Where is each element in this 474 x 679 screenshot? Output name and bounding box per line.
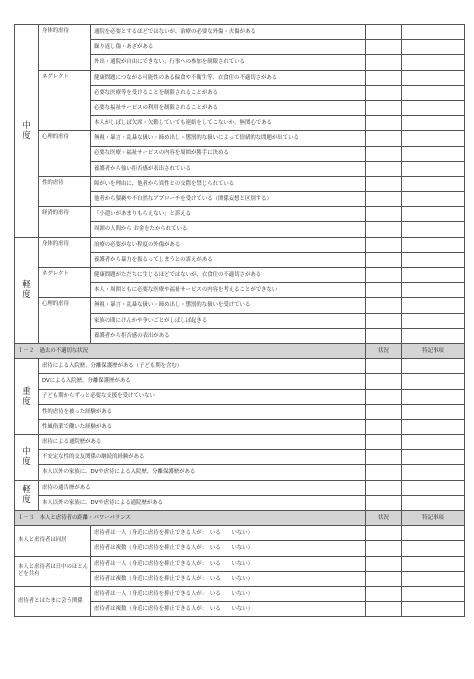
status-checkbox-cell[interactable] <box>366 495 402 510</box>
severity-label-mild: 軽 度 <box>15 237 39 343</box>
table-row <box>15 465 465 480</box>
notes-field[interactable] <box>402 465 465 480</box>
notes-field[interactable] <box>402 404 465 419</box>
status-checkbox-cell[interactable] <box>366 541 402 556</box>
severity-label-mid: 中 度 <box>15 435 39 481</box>
item-text: 周囲の人間から お金をたかられている <box>91 222 366 237</box>
item-text: 必要な福祉サービスの利用を制限されることがある <box>91 100 366 115</box>
item-text: 必要な医療・福祉サービスの内容を周囲が勝手に決める <box>91 146 366 161</box>
notes-field[interactable] <box>402 40 465 55</box>
notes-field[interactable] <box>402 222 465 237</box>
table-row <box>15 526 465 541</box>
status-checkbox-cell[interactable] <box>366 192 402 207</box>
status-checkbox-cell[interactable] <box>366 237 402 252</box>
category-label: 心理的虐待 <box>39 131 91 177</box>
notes-field[interactable] <box>402 571 465 586</box>
notes-field[interactable] <box>402 298 465 313</box>
status-checkbox-cell[interactable] <box>366 55 402 70</box>
abuser-count-text: 虐待者は一人（身近に虐待を抑止できる人が： いる いない） <box>91 586 366 601</box>
category-label: 性的虐待 <box>39 176 91 206</box>
notes-field[interactable] <box>402 495 465 510</box>
notes-field[interactable] <box>402 359 465 374</box>
item-text: 虐待による入院歴、分離保護歴がある（子ども期を含む） <box>39 359 366 374</box>
table-row <box>15 25 465 40</box>
table-row <box>15 268 465 283</box>
table-row <box>15 237 465 252</box>
table-row <box>15 298 465 313</box>
table-row <box>15 374 465 389</box>
table-row <box>15 131 465 146</box>
status-header: 状況 <box>366 511 402 526</box>
status-checkbox-cell[interactable] <box>366 40 402 55</box>
table-row <box>15 343 465 358</box>
status-checkbox-cell[interactable] <box>366 298 402 313</box>
category-label: 身体的虐待 <box>39 237 91 267</box>
table-row <box>15 176 465 191</box>
table-row <box>15 359 465 374</box>
notes-header: 特記事項 <box>402 343 465 358</box>
notes-field[interactable] <box>402 161 465 176</box>
status-checkbox-cell[interactable] <box>366 359 402 374</box>
item-text: 外出・通院が自由にできない、行事への参加を制限されている <box>91 55 366 70</box>
item-text: 健康問題がただちに生じるほどではないが、衣食住の不適切さがある <box>91 268 366 283</box>
status-checkbox-cell[interactable] <box>366 25 402 40</box>
item-text: 本人・周囲ともに必要な医療や福祉サービスの内容を考えることができない <box>91 283 366 298</box>
item-text: 治療の必要がない程度の外傷がある <box>91 237 366 252</box>
item-text: 無視・暴言・乱暴な扱い・締め出し・懲罰的な扱いによって情緒的な問題が出ている <box>91 131 366 146</box>
notes-field[interactable] <box>402 374 465 389</box>
notes-field[interactable] <box>402 116 465 131</box>
status-checkbox-cell[interactable] <box>366 450 402 465</box>
notes-field[interactable] <box>402 328 465 343</box>
table-row <box>15 495 465 510</box>
item-text: 繰り返し傷・あざがある <box>91 40 366 55</box>
abuser-count-text: 虐待者は一人（身近に虐待を抑止できる人が： いる いない） <box>91 556 366 571</box>
notes-field[interactable] <box>402 131 465 146</box>
table-row <box>15 70 465 85</box>
relationship-label: 虐待者とはたまに会う関係 <box>15 586 91 616</box>
notes-field[interactable] <box>402 70 465 85</box>
status-checkbox-cell[interactable] <box>366 161 402 176</box>
item-text: 家族の間にけんかや争いごとがしばしば起きる <box>91 313 366 328</box>
section-header: Ｉ－３ 本人と虐待者の距離・パワーバランス <box>15 511 366 526</box>
status-checkbox-cell[interactable] <box>366 268 402 283</box>
abuser-count-text: 虐待者は複数（身近に虐待を抑止できる人が： いる いない） <box>91 602 366 617</box>
relationship-label: 本人と虐待者は日中のほとんどを共有 <box>15 556 91 586</box>
notes-header: 特記事項 <box>402 511 465 526</box>
status-checkbox-cell[interactable] <box>366 70 402 85</box>
item-text: 養護者から暴力を振るってしまうとの訴えがある <box>91 252 366 267</box>
severity-label-mid: 中 度 <box>15 25 39 238</box>
notes-field[interactable] <box>402 419 465 434</box>
notes-field[interactable] <box>402 237 465 252</box>
table-row <box>15 556 465 571</box>
notes-field[interactable] <box>402 100 465 115</box>
table-row <box>15 480 465 495</box>
notes-field[interactable] <box>402 55 465 70</box>
item-text: 性風俗業で働いた経験がある <box>39 419 366 434</box>
relationship-label: 本人と虐待者は同居 <box>15 526 91 556</box>
status-checkbox-cell[interactable] <box>366 556 402 571</box>
item-text: 本人以外の家族に、DVや虐待による通院歴がある <box>39 495 366 510</box>
status-checkbox-cell[interactable] <box>366 131 402 146</box>
abuser-count-text: 虐待者は複数（身近に虐待を抑止できる人が： いる いない） <box>91 571 366 586</box>
status-checkbox-cell[interactable] <box>366 328 402 343</box>
notes-field[interactable] <box>402 146 465 161</box>
status-header: 状況 <box>366 343 402 358</box>
item-text: 本人以外の家族に、DVや虐待による入院歴、分離保護歴がある <box>39 465 366 480</box>
table-row <box>15 511 465 526</box>
notes-field[interactable] <box>402 556 465 571</box>
notes-field[interactable] <box>402 586 465 601</box>
item-text: 子ども期からずっと必要な支援を受けていない <box>39 389 366 404</box>
category-label: ネグレクト <box>39 70 91 131</box>
notes-field[interactable] <box>402 283 465 298</box>
section-header: Ｉ－２ 過去の不適切な状況 <box>15 343 366 358</box>
item-text: 健康問題につながる可能性のある偏食や不衛生等、衣食住の不適切さがある <box>91 70 366 85</box>
table-row <box>15 586 465 601</box>
severity-label-heavy: 重 度 <box>15 359 39 435</box>
item-text: 必要な医療等を受けることを制限されることがある <box>91 85 366 100</box>
item-text: 不安定な性的交友関係の継続的経験がある <box>39 450 366 465</box>
status-checkbox-cell[interactable] <box>366 465 402 480</box>
category-label: 経済的虐待 <box>39 207 91 237</box>
notes-field[interactable] <box>402 480 465 495</box>
table-row <box>15 450 465 465</box>
item-text: 虐待による通院歴がある <box>39 435 366 450</box>
notes-field[interactable] <box>402 252 465 267</box>
table-row <box>15 419 465 434</box>
status-checkbox-cell[interactable] <box>366 435 402 450</box>
item-text: 通院を必要とするほどではないが、治療の必要な外傷・火傷がある <box>91 25 366 40</box>
status-checkbox-cell[interactable] <box>366 313 402 328</box>
notes-field[interactable] <box>402 192 465 207</box>
item-text: 障がいを理由に、他者から異性との交際を禁じられている <box>91 176 366 191</box>
category-label: 身体的虐待 <box>39 25 91 71</box>
status-checkbox-cell[interactable] <box>366 586 402 601</box>
status-checkbox-cell[interactable] <box>366 526 402 541</box>
notes-field[interactable] <box>402 602 465 617</box>
abuser-count-text: 虐待者は一人（身近に虐待を抑止できる人が： いる いない） <box>91 526 366 541</box>
status-checkbox-cell[interactable] <box>366 207 402 222</box>
item-text: 虐待の通告歴がある <box>39 480 366 495</box>
item-text: 性的虐待を被った経験がある <box>39 404 366 419</box>
status-checkbox-cell[interactable] <box>366 602 402 617</box>
notes-field[interactable] <box>402 176 465 191</box>
notes-field[interactable] <box>402 313 465 328</box>
item-text: 養護者から拒否感の表出がある <box>91 328 366 343</box>
status-checkbox-cell[interactable] <box>366 571 402 586</box>
notes-field[interactable] <box>402 268 465 283</box>
status-checkbox-cell[interactable] <box>366 85 402 100</box>
table-row <box>15 404 465 419</box>
abuser-count-text: 虐待者は複数（身近に虐待を抑止できる人が： いる いない） <box>91 541 366 556</box>
assessment-table <box>14 24 465 617</box>
notes-field[interactable] <box>402 526 465 541</box>
table-row <box>15 435 465 450</box>
notes-field[interactable] <box>402 25 465 40</box>
notes-field[interactable] <box>402 450 465 465</box>
status-checkbox-cell[interactable] <box>366 222 402 237</box>
status-checkbox-cell[interactable] <box>366 389 402 404</box>
notes-field[interactable] <box>402 207 465 222</box>
status-checkbox-cell[interactable] <box>366 146 402 161</box>
status-checkbox-cell[interactable] <box>366 419 402 434</box>
status-checkbox-cell[interactable] <box>366 374 402 389</box>
status-checkbox-cell[interactable] <box>366 480 402 495</box>
item-text: 他者から猥褻や不自然なアプローチを受けている（関係妄想と区別する） <box>91 192 366 207</box>
item-text: DVによる入院歴、分離保護歴がある <box>39 374 366 389</box>
table-row <box>15 389 465 404</box>
item-text: 「小遣いがあまりもらえない」と訴える <box>91 207 366 222</box>
severity-label-mild: 軽 度 <box>15 480 39 510</box>
table-row <box>15 207 465 222</box>
notes-field[interactable] <box>402 85 465 100</box>
item-text: 本人がしばしば欠席・欠勤していても連絡をしてこないか、無関心である <box>91 116 366 131</box>
status-checkbox-cell[interactable] <box>366 252 402 267</box>
category-label: ネグレクト <box>39 268 91 298</box>
status-checkbox-cell[interactable] <box>366 283 402 298</box>
notes-field[interactable] <box>402 435 465 450</box>
notes-field[interactable] <box>402 541 465 556</box>
status-checkbox-cell[interactable] <box>366 116 402 131</box>
item-text: 無視・暴言・乱暴な扱い・締め出し・懲罰的な扱いを受けている <box>91 298 366 313</box>
category-label: 心理的虐待 <box>39 298 91 344</box>
status-checkbox-cell[interactable] <box>366 100 402 115</box>
status-checkbox-cell[interactable] <box>366 404 402 419</box>
item-text: 養護者から強い拒否感が表出されている <box>91 161 366 176</box>
notes-field[interactable] <box>402 389 465 404</box>
status-checkbox-cell[interactable] <box>366 176 402 191</box>
